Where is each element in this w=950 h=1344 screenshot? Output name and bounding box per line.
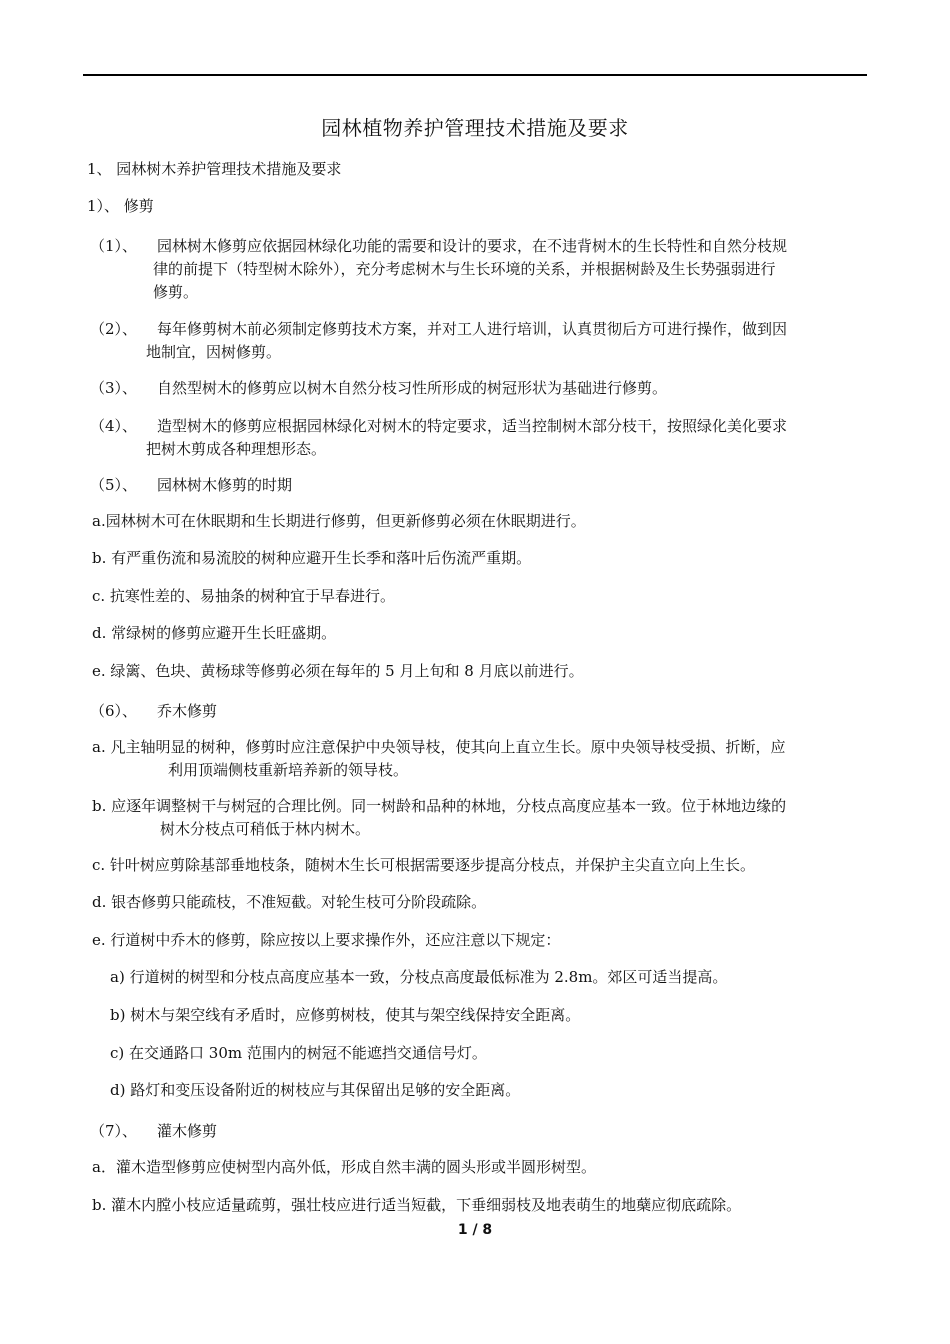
paragraph-line: 园林树木修剪应依据园林绿化功能的需要和设计的要求，在不违背树木的生长特性和自然分枝规 <box>157 237 788 255</box>
page-number: 1 / 8 <box>457 1222 493 1238</box>
subsection-heading: 1）、 修剪 <box>87 197 154 215</box>
list-item: c. 抗寒性差的、易抽条的树种宜于早春进行。 <box>92 587 395 605</box>
list-item: b. 灌木内膛小枝应适量疏剪，强壮枝应进行适当短截，下垂细弱枝及地表萌生的地蘖应彻底疏除。 <box>92 1196 742 1214</box>
list-item-continuation: 利用顶端侧枝重新培养新的领导枝。 <box>168 761 409 779</box>
list-item: a. 凡主轴明显的树种，修剪时应注意保护中央领导枝，使其向上直立生长。原中央领导枝受损、折断，应 <box>92 738 786 756</box>
paragraph-line: 每年修剪树木前必须制定修剪技术方案，并对工人进行培训，认真贯彻后方可进行操作，做到因 <box>157 320 788 338</box>
sub-list-item: c) 在交通路口 30m 范围内的树冠不能遮挡交通信号灯。 <box>110 1044 487 1062</box>
list-item: e. 绿篱、色块、黄杨球等修剪必须在每年的 5 月上旬和 8 月底以前进行。 <box>92 662 584 680</box>
paragraph-line: 灌木修剪 <box>157 1122 218 1140</box>
list-item: d. 常绿树的修剪应避开生长旺盛期。 <box>92 624 337 642</box>
item-number: （7）、 <box>90 1122 138 1140</box>
paragraph-line: 把树木剪成各种理想形态。 <box>146 440 327 458</box>
list-item: e. 行道树中乔木的修剪，除应按以上要求操作外，还应注意以下规定： <box>92 931 561 949</box>
page-title: 园林植物养护管理技术措施及要求 <box>321 116 629 140</box>
list-item: c. 针叶树应剪除基部垂地枝条，随树木生长可根据需要逐步提高分枝点，并保护主尖直立向上生长。 <box>92 856 755 874</box>
paragraph-line: 律的前提下（特型树木除外），充分考虑树木与生长环境的关系，并根据树龄及生长势强弱进行 <box>153 260 776 278</box>
item-number: （6）、 <box>90 702 138 720</box>
item-number: （1）、 <box>90 237 138 255</box>
item-number: （2）、 <box>90 320 138 338</box>
paragraph-line: 园林树木修剪的时期 <box>157 476 293 494</box>
paragraph-line: 造型树木的修剪应根据园林绿化对树木的特定要求，适当控制树木部分枝干，按照绿化美化要求 <box>157 417 788 435</box>
list-item: a.园林树木可在休眠期和生长期进行修剪，但更新修剪必须在休眠期进行。 <box>92 512 586 530</box>
header-rule <box>83 74 867 76</box>
item-number: （4）、 <box>90 417 138 435</box>
sub-list-item: a) 行道树的树型和分枝点高度应基本一致，分枝点高度最低标准为 2.8m。郊区可适当提高。 <box>110 968 728 986</box>
sub-list-item: d) 路灯和变压设备附近的树枝应与其保留出足够的安全距离。 <box>110 1081 521 1099</box>
sub-list-item: b) 树木与架空线有矛盾时，应修剪树枝，使其与架空线保持安全距离。 <box>110 1006 581 1024</box>
paragraph-line: 修剪。 <box>153 283 199 301</box>
item-number: （3）、 <box>90 379 138 397</box>
list-item: b. 有严重伤流和易流胶的树种应避开生长季和落叶后伤流严重期。 <box>92 549 532 567</box>
paragraph-line: 乔木修剪 <box>157 702 218 720</box>
list-item-continuation: 树木分枝点可稍低于林内树木。 <box>160 820 371 838</box>
paragraph-line: 自然型树木的修剪应以树木自然分枝习性所形成的树冠形状为基础进行修剪。 <box>157 379 668 397</box>
list-item: a．灌木造型修剪应使树型内高外低，形成自然丰满的圆头形或半圆形树型。 <box>92 1158 596 1176</box>
paragraph-line: 地制宜，因树修剪。 <box>146 343 282 361</box>
section-heading: 1、 园林树木养护管理技术措施及要求 <box>87 160 342 178</box>
item-number: （5）、 <box>90 476 138 494</box>
list-item: d. 银杏修剪只能疏枝，不准短截。对轮生枝可分阶段疏除。 <box>92 893 487 911</box>
list-item: b. 应逐年调整树干与树冠的合理比例。同一树龄和品种的林地，分枝点高度应基本一致。位于林地边缘的 <box>92 797 787 815</box>
